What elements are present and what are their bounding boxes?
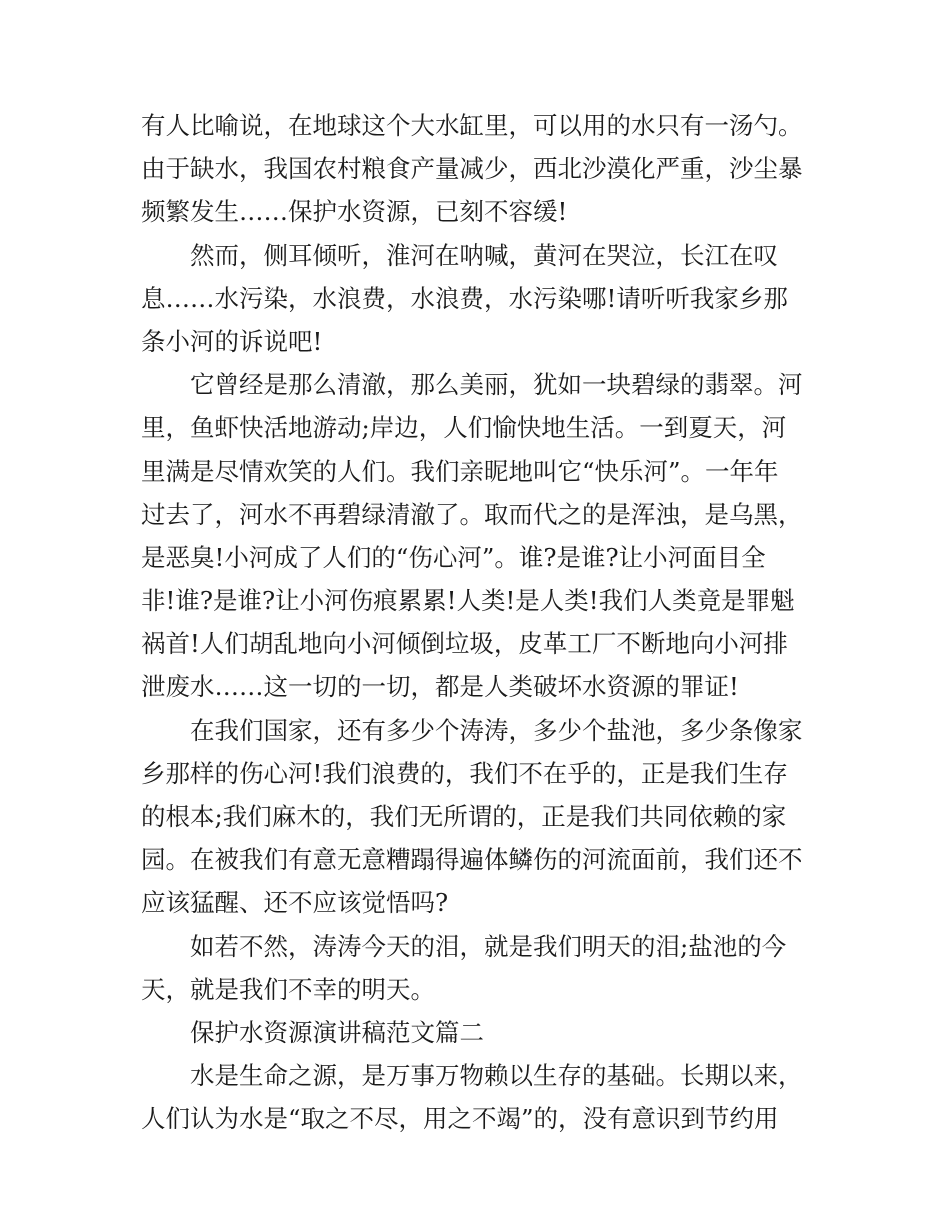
text-line: 园。在被我们有意无意糟蹋得遍体鳞伤的河流面前，我们还不	[141, 845, 803, 875]
paragraph-4	[141, 709, 813, 925]
paragraph-1	[141, 104, 813, 234]
text-line: 天，就是我们不幸的明天。	[141, 974, 435, 1004]
text-line: 在我们国家，还有多少个涛涛，多少个盐池，多少条像家	[141, 715, 803, 745]
text-line: 由于缺水，我国农村粮食产量减少，西北沙漠化严重，沙尘暴	[141, 154, 803, 184]
paragraph-5	[141, 925, 813, 1011]
text-line: 过去了，河水不再碧绿清澈了。取而代之的是浑浊，是乌黑，	[141, 499, 803, 529]
text-line: 它曾经是那么清澈，那么美丽，犹如一块碧绿的翡翠。河	[141, 370, 803, 400]
document-body	[141, 104, 813, 1141]
text-line: 条小河的诉说吧!	[141, 326, 323, 356]
text-line: 里满是尽情欢笑的人们。我们亲昵地叫它“快乐河”。一年年	[141, 456, 779, 486]
text-line: 然而，侧耳倾听，淮河在呐喊，黄河在哭泣，长江在叹	[141, 240, 778, 270]
paragraph-7	[141, 1054, 813, 1140]
heading-line: 保护水资源演讲稿范文篇二	[141, 1017, 484, 1047]
text-line: 泄废水……这一切的一切，都是人类破坏水资源的罪证!	[141, 672, 739, 702]
text-line: 乡那样的伤心河!我们浪费的，我们不在乎的，正是我们生存	[141, 758, 788, 788]
text-line: 非!谁?是谁?让小河伤痕累累!人类!是人类!我们人类竟是罪魁	[141, 586, 795, 616]
text-line: 人们认为水是“取之不尽，用之不竭”的，没有意识到节约用	[141, 1104, 779, 1134]
paragraph-2	[141, 234, 813, 364]
text-line: 的根本;我们麻木的，我们无所谓的，正是我们共同依赖的家	[141, 802, 787, 831]
text-line: 里，鱼虾快活地游动;岸边，人们愉快地生活。一到夏天，河	[141, 413, 787, 443]
text-line: 息……水污染，水浪费，水浪费，水污染哪!请听听我家乡那	[141, 283, 788, 313]
text-line: 如若不然，涛涛今天的泪，就是我们明天的泪;盐池的今	[141, 931, 787, 961]
text-line: 频繁发生……保护水资源，已刻不容缓!	[141, 197, 568, 227]
section-heading	[141, 1011, 813, 1054]
text-line: 是恶臭!小河成了人们的“伤心河”。谁?是谁?让小河面目全	[141, 542, 766, 572]
text-line: 有人比喻说，在地球这个大水缸里，可以用的水只有一汤勺。	[141, 111, 803, 140]
text-line: 祸首!人们胡乱地向小河倾倒垃圾，皮革工厂不断地向小河排	[141, 629, 788, 659]
text-line: 水是生命之源，是万事万物赖以生存的基础。长期以来，	[141, 1061, 803, 1091]
paragraph-3	[141, 363, 813, 709]
text-line: 应该猛醒、还不应该觉悟吗?	[141, 888, 449, 918]
